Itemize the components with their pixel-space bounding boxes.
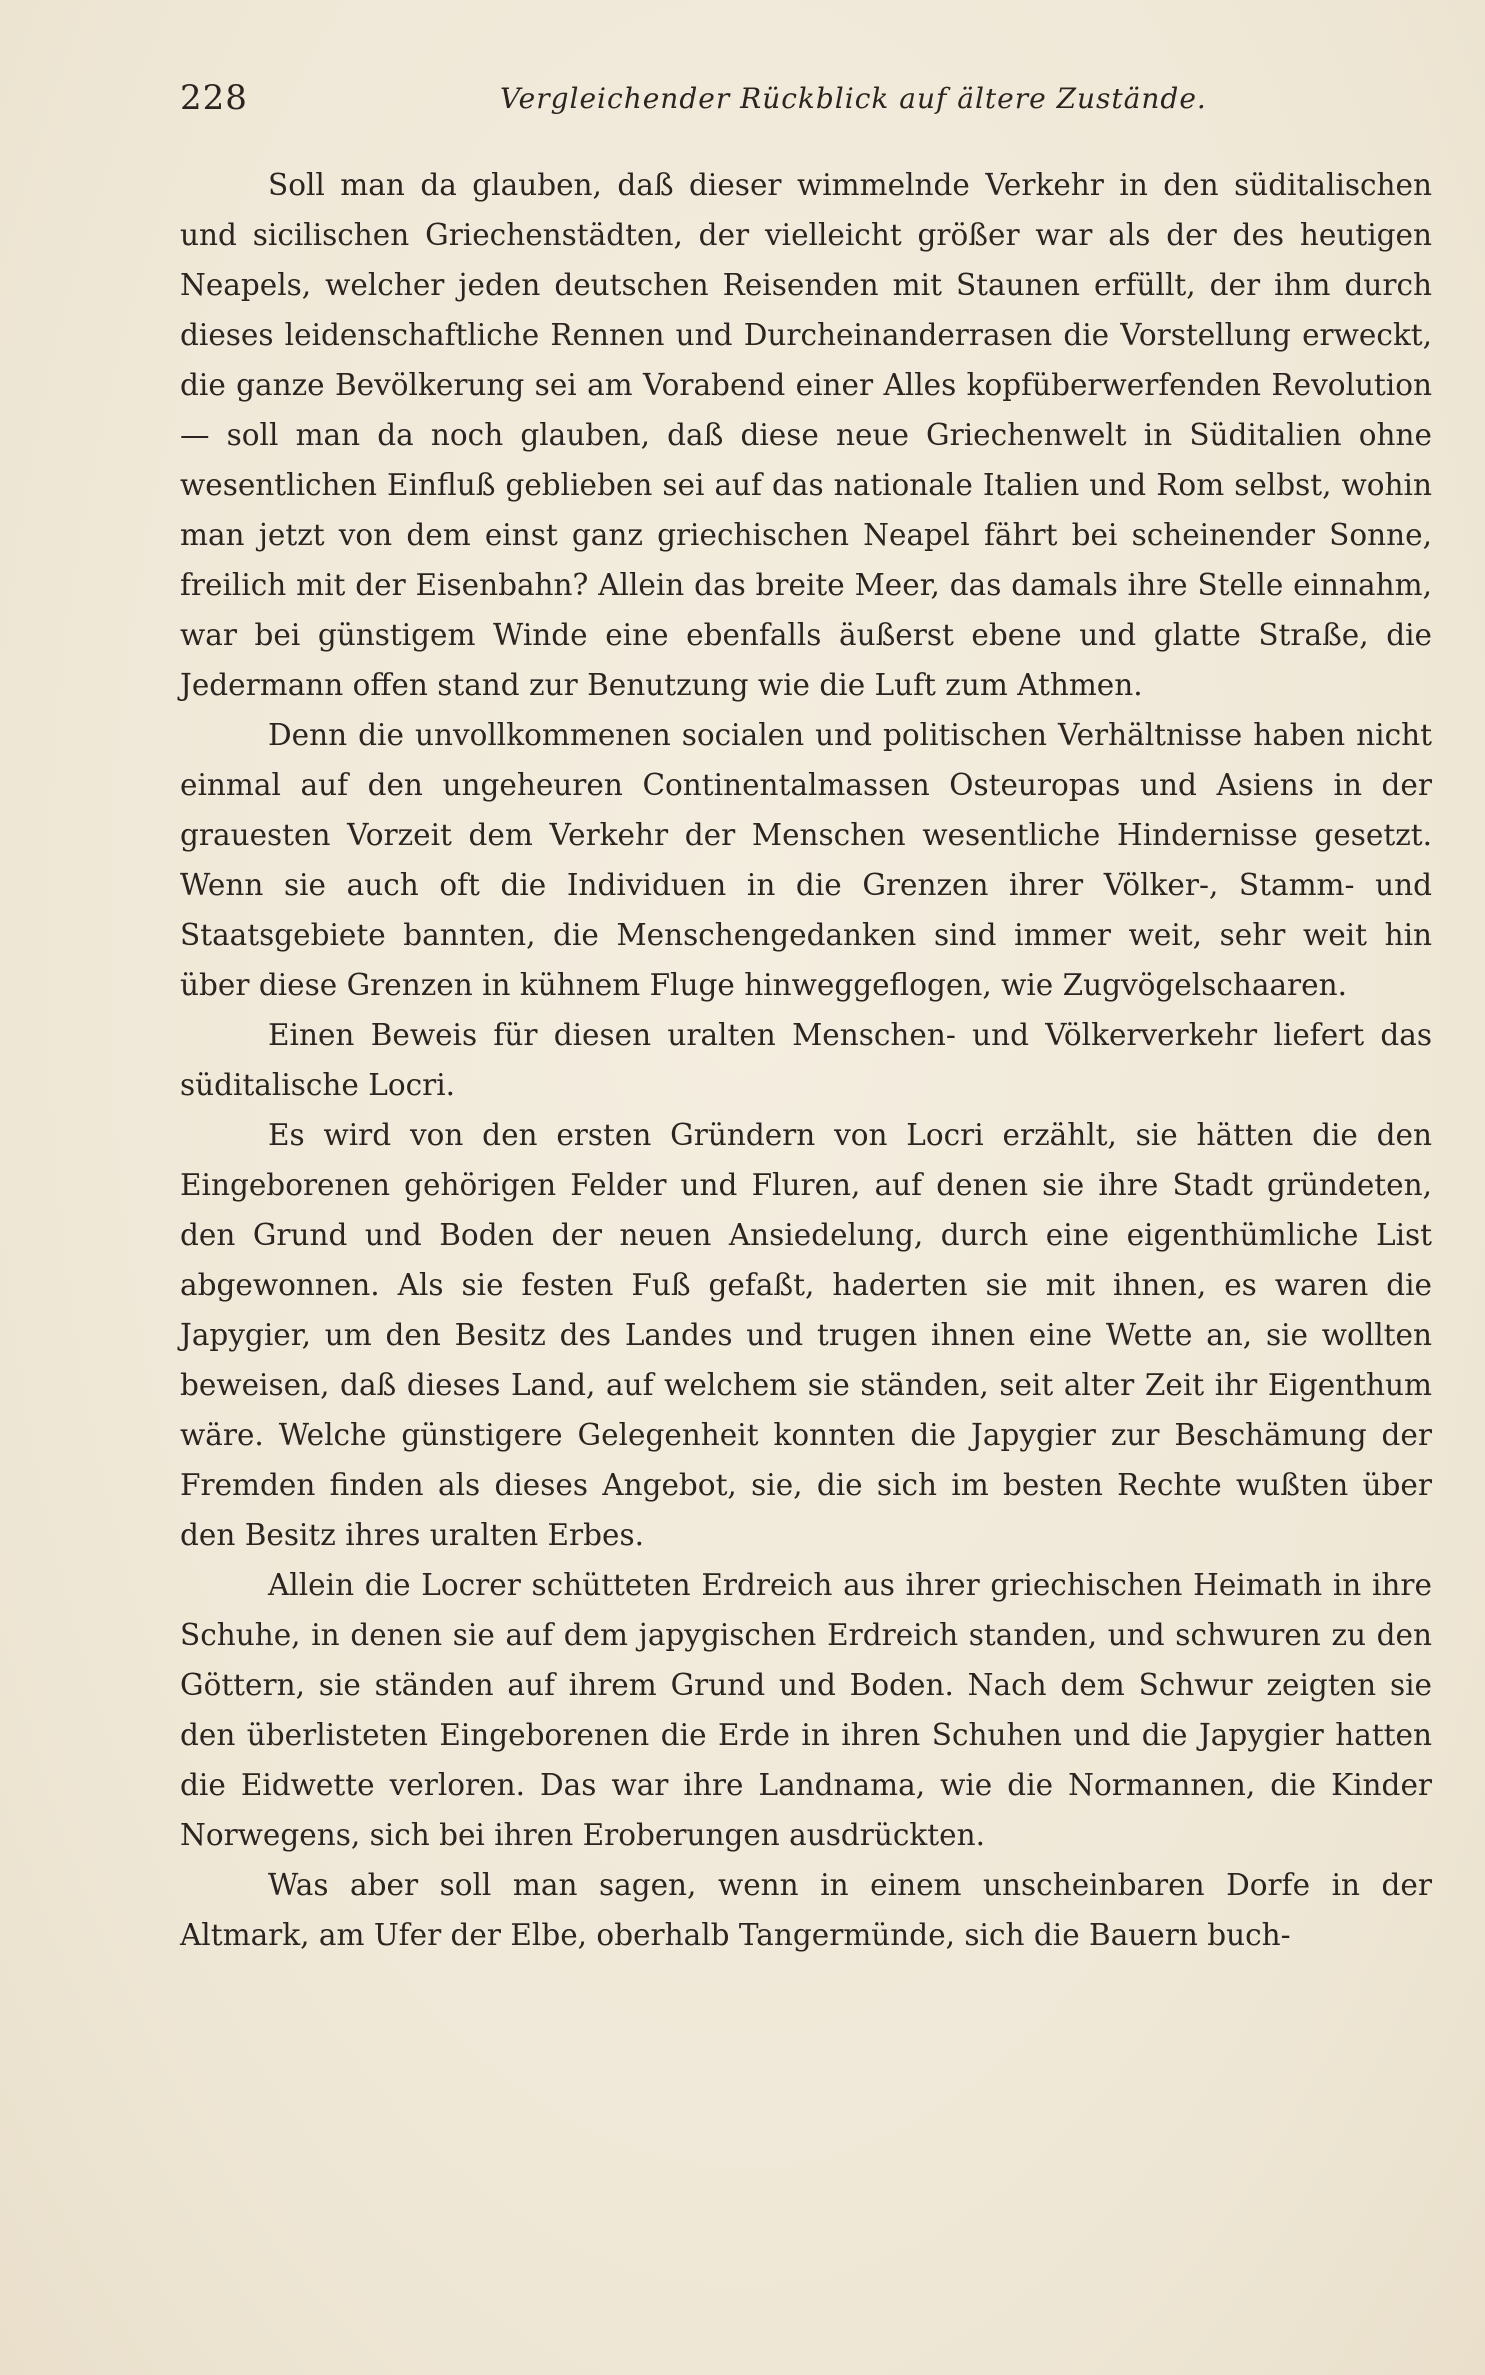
page-header <box>180 78 1430 128</box>
paragraph-4: Es wird von den ersten Gründern von Locri erzählt, sie hätten die den Eingeborenen gehörigen Felder und Fluren, auf denen sie ihre Stadt gründeten, den Grund und Boden der neuen Ansiedelung, durch eine eigenthümliche List abgewonnen. Als sie festen Fuß gefaßt, haderten sie mit ihnen, es waren die Japygier, um den Besitz des Landes und trugen ihnen eine Wette an, sie wollten beweisen, daß dieses Land, auf welchem sie ständen, seit alter Zeit ihr Eigenthum wäre. Welche günstigere Gelegenheit konnten die Japygier zur Beschämung der Fremden finden als dieses Angebot, sie, die sich im besten Rechte wußten über den Besitz ihres uralten Erbes. <box>180 1118 1432 1552</box>
paragraph-2: Denn die unvollkommenen socialen und politischen Verhältnisse haben nicht einmal auf den ungeheuren Continentalmassen Osteuropas und Asiens in der grauesten Vorzeit dem Verkehr der Menschen wesentliche Hindernisse gesetzt. Wenn sie auch oft die Individuen in die Grenzen ihrer Völker-, Stamm- und Staatsgebiete bannten, die Menschengedanken sind immer weit, sehr weit hin über diese Grenzen in kühnem Fluge hinweggeflogen, wie Zugvögelschaaren. <box>180 718 1432 1002</box>
running-title: Vergleichender Rückblick auf ältere Zustände. <box>500 82 1207 115</box>
paragraph-5: Allein die Locrer schütteten Erdreich aus ihrer griechischen Heimath in ihre Schuhe, in denen sie auf dem japygischen Erdreich standen, und schwuren zu den Göttern, sie ständen auf ihrem Grund und Boden. Nach dem Schwur zeigten sie den überlisteten Eingeborenen die Erde in ihren Schuhen und die Japygier hatten die Eidwette verloren. Das war ihre Landnama, wie die Normannen, die Kinder Norwegens, sich bei ihren Eroberungen ausdrückten. <box>180 1568 1432 1852</box>
paragraph-1: Soll man da glauben, daß dieser wimmelnde Verkehr in den süditalischen und sicilischen Griechenstädten, der vielleicht größer war als der des heutigen Neapels, welcher jeden deutschen Reisenden mit Staunen erfüllt, der ihm durch dieses leidenschaftliche Rennen und Durcheinanderrasen die Vorstellung erweckt, die ganze Bevölkerung sei am Vorabend einer Alles kopfüberwerfenden Revolution — soll man da noch glauben, daß diese neue Griechenwelt in Süditalien ohne wesentlichen Einfluß geblieben sei auf das nationale Italien und Rom selbst, wohin man jetzt von dem einst ganz griechischen Neapel fährt bei scheinender Sonne, freilich mit der Eisenbahn? Allein das breite Meer, das damals ihre Stelle einnahm, war bei günstigem Winde eine ebenfalls äußerst ebene und glatte Straße, die Jedermann offen stand zur Benutzung wie die Luft zum Athmen. <box>180 168 1432 702</box>
page-number: 228 <box>180 78 248 118</box>
body-text <box>180 160 1432 1960</box>
paragraph-6: Was aber soll man sagen, wenn in einem unscheinbaren Dorfe in der Altmark, am Ufer der Elbe, oberhalb Tangermünde, sich die Bauern buch- <box>180 1868 1432 1952</box>
paragraph-3: Einen Beweis für diesen uralten Menschen- und Völkerverkehr liefert das süditalische Locri. <box>180 1018 1432 1102</box>
